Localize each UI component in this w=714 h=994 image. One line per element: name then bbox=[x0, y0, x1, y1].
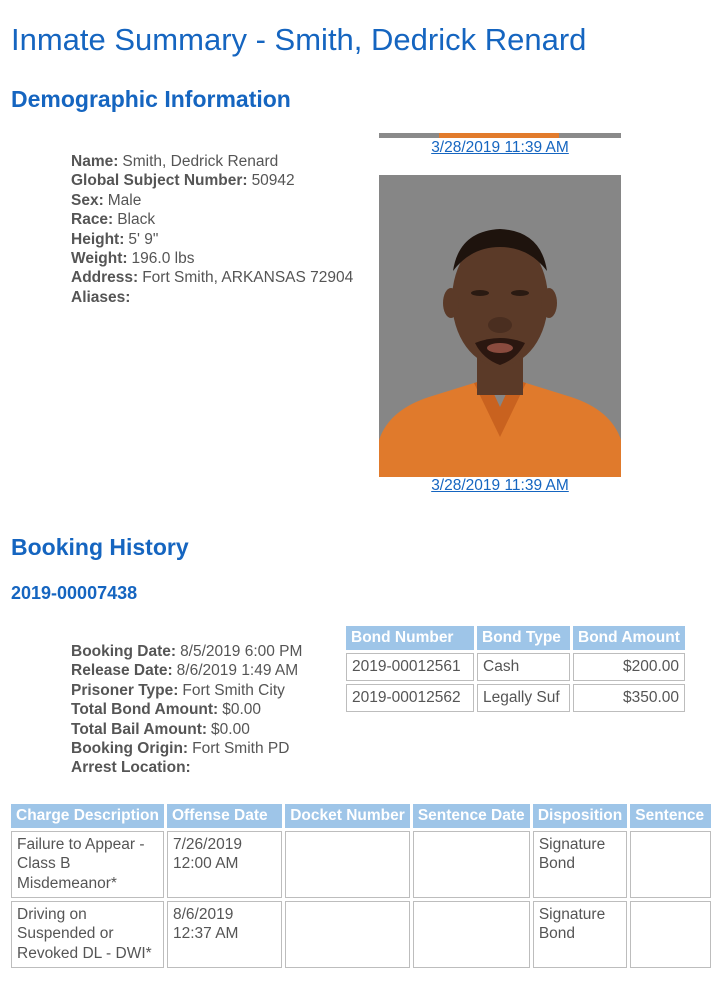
offense-date-cell: 7/26/2019 12:00 AM bbox=[167, 831, 282, 898]
booking-origin-label: Booking Origin: bbox=[71, 740, 189, 758]
bond-type-cell: Cash bbox=[477, 653, 570, 681]
booking-date-label: Booking Date: bbox=[71, 643, 177, 660]
arrest-location-label: Arrest Location: bbox=[71, 759, 191, 777]
sentence-date-cell bbox=[413, 831, 530, 898]
photo-date-link-2[interactable]: 3/28/2019 11:39 AM bbox=[431, 477, 569, 494]
aliases-label: Aliases: bbox=[71, 288, 131, 306]
race-label: Race: bbox=[71, 211, 114, 229]
total-bail-value: $0.00 bbox=[211, 720, 250, 738]
docket-number-cell bbox=[285, 831, 410, 898]
sentence-cell bbox=[630, 901, 711, 968]
bond-amount-header[interactable]: Bond Amount bbox=[573, 626, 685, 650]
bond-number-cell: 2019-00012561 bbox=[346, 653, 474, 681]
name-label: Name: bbox=[71, 153, 119, 170]
charge-description-cell: Failure to Appear - Class B Misdemeanor* bbox=[11, 831, 164, 898]
booking-history-heading: Booking History bbox=[11, 534, 189, 560]
race-value: Black bbox=[117, 211, 156, 229]
booking-date-value: 8/5/2019 6:00 PM bbox=[180, 643, 303, 660]
sex-value: Male bbox=[107, 191, 142, 209]
docket-number-header[interactable]: Docket Number bbox=[285, 804, 410, 828]
booking-origin-value: Fort Smith PD bbox=[192, 740, 290, 758]
sentence-cell bbox=[630, 831, 711, 898]
weight-value: 196.0 lbs bbox=[131, 250, 195, 268]
offense-date-cell: 8/6/2019 12:37 AM bbox=[167, 901, 282, 968]
address-value: Fort Smith, ARKANSAS 72904 bbox=[142, 269, 354, 287]
height-value: 5' 9" bbox=[128, 230, 159, 248]
disposition-cell: Signature Bond bbox=[533, 901, 627, 968]
charge-header-row bbox=[11, 804, 711, 828]
address-label: Address: bbox=[71, 269, 139, 287]
total-bond-value: $0.00 bbox=[222, 701, 262, 719]
bond-type-cell: Legally Suf bbox=[477, 684, 570, 712]
charge-row bbox=[11, 831, 711, 898]
bond-number-header[interactable]: Bond Number bbox=[346, 626, 474, 650]
release-date-value: 8/6/2019 1:49 AM bbox=[176, 662, 299, 680]
offense-date-header[interactable]: Offense Date bbox=[167, 804, 282, 828]
total-bond-label: Total Bond Amount: bbox=[71, 701, 219, 719]
disposition-header[interactable]: Disposition bbox=[533, 804, 627, 828]
bond-amount-cell: $350.00 bbox=[573, 684, 685, 712]
gsn-value: 50942 bbox=[251, 172, 295, 190]
booking-number-heading: 2019-00007438 bbox=[11, 583, 138, 603]
total-bail-label: Total Bail Amount: bbox=[71, 720, 208, 738]
disposition-cell: Signature Bond bbox=[533, 831, 627, 898]
bond-number-cell: 2019-00012562 bbox=[346, 684, 474, 712]
sentence-date-cell bbox=[413, 901, 530, 968]
sentence-header[interactable]: Sentence bbox=[630, 804, 711, 828]
sex-label: Sex: bbox=[71, 191, 104, 209]
bond-type-header[interactable]: Bond Type bbox=[477, 626, 570, 650]
charge-row bbox=[11, 901, 711, 968]
sentence-date-header[interactable]: Sentence Date bbox=[413, 804, 530, 828]
height-label: Height: bbox=[71, 230, 125, 248]
docket-number-cell bbox=[285, 901, 410, 968]
prisoner-type-value: Fort Smith City bbox=[182, 681, 285, 699]
page-title: Inmate Summary - Smith, Dedrick Renard bbox=[11, 22, 587, 57]
photo-date-link-1[interactable]: 3/28/2019 11:39 AM bbox=[431, 139, 569, 156]
charge-description-header[interactable]: Charge Description bbox=[11, 804, 164, 828]
charge-description-cell: Driving on Suspended or Revoked DL - DWI* bbox=[11, 901, 164, 968]
name-value: Smith, Dedrick Renard bbox=[122, 153, 279, 170]
gsn-label: Global Subject Number: bbox=[71, 172, 248, 190]
bond-amount-cell: $200.00 bbox=[573, 653, 685, 681]
charge-table bbox=[8, 801, 714, 971]
prisoner-type-label: Prisoner Type: bbox=[71, 681, 179, 699]
weight-label: Weight: bbox=[71, 250, 128, 268]
release-date-label: Release Date: bbox=[71, 662, 173, 680]
demographics-heading: Demographic Information bbox=[11, 86, 291, 112]
